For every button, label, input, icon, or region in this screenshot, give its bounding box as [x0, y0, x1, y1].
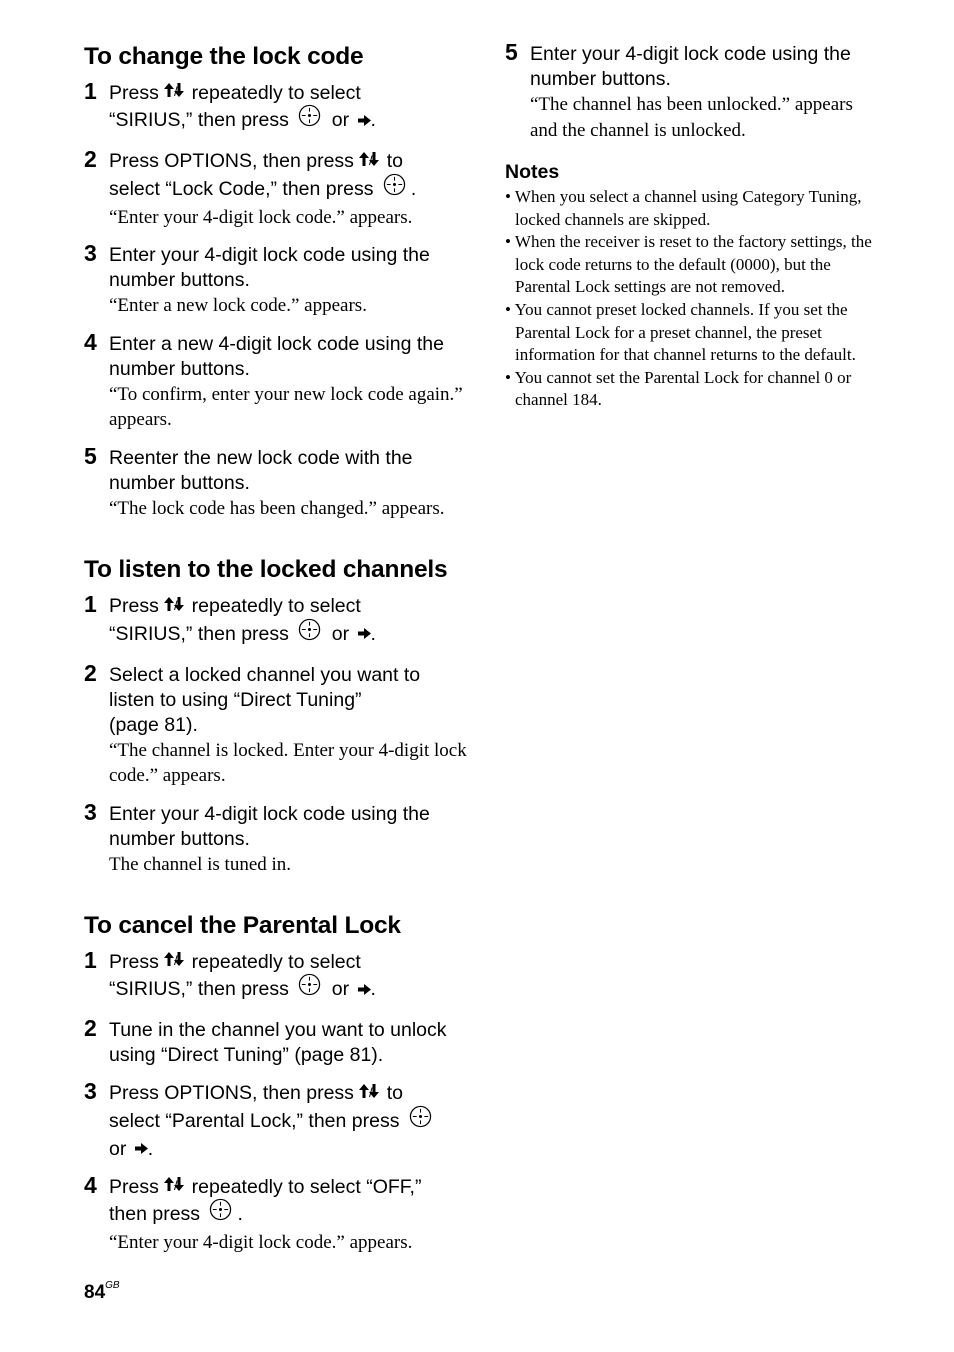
text: . — [370, 109, 376, 132]
step-result: “Enter a new lock code.” appears. — [109, 295, 367, 317]
up-down-arrow-icon — [359, 150, 381, 175]
right-arrow-icon — [132, 1137, 148, 1162]
step-number: 2 — [84, 146, 97, 173]
text: . — [410, 177, 417, 200]
step-instruction: Enter your 4-digit lock code using the number buttons. — [109, 802, 430, 850]
up-down-arrow-icon — [164, 1175, 186, 1200]
step-5 — [505, 39, 885, 143]
step-number: 5 — [505, 39, 518, 65]
svg-text:/: / — [174, 1178, 178, 1192]
svg-text:/: / — [369, 1084, 373, 1098]
left-column — [84, 42, 469, 1290]
step-number: 2 — [84, 1015, 97, 1042]
step-number: 1 — [84, 947, 97, 974]
step-1 — [84, 947, 469, 1005]
text: “SIRIUS,” then press — [109, 978, 295, 1001]
text: Press — [109, 1176, 165, 1199]
text: Press — [109, 82, 165, 104]
section-cancel-parental-lock — [84, 911, 469, 1256]
step-instruction — [109, 594, 469, 649]
enter-button-icon — [294, 620, 326, 650]
step-5 — [84, 442, 469, 522]
step-1 — [84, 591, 469, 649]
step-4 — [84, 328, 469, 433]
step-instruction: Enter your 4-digit lock code using the number buttons. — [109, 244, 430, 292]
step-number: 3 — [84, 1078, 97, 1105]
text: or — [326, 622, 355, 645]
step-result: The channel is tuned in. — [109, 853, 292, 875]
step-instruction — [109, 1081, 469, 1162]
step-instruction — [109, 81, 469, 136]
up-down-arrow-icon — [164, 595, 186, 620]
svg-text:/: / — [174, 84, 178, 98]
notes-list — [505, 186, 885, 412]
step-instruction — [109, 950, 469, 1005]
section-title: To cancel the Parental Lock — [84, 912, 401, 940]
note-item: • You cannot set the Parental Lock for channel 0 or channel 184. — [505, 367, 852, 410]
step-4 — [84, 1172, 469, 1256]
up-down-arrow-icon — [359, 1082, 381, 1107]
section-listen-locked-channels — [84, 555, 469, 877]
step-number: 4 — [84, 328, 97, 355]
text: “SIRIUS,” then press — [109, 622, 295, 645]
text: . — [370, 978, 376, 1001]
text: to — [381, 1082, 404, 1105]
text: Press OPTIONS, then press — [109, 150, 360, 173]
step-result: “Enter your 4-digit lock code.” appears. — [109, 1232, 413, 1254]
text: repeatedly to select “OFF,” — [186, 1176, 422, 1199]
right-arrow-icon — [355, 622, 371, 647]
svg-text:/: / — [369, 152, 373, 166]
page-number-value: 84 — [84, 1282, 106, 1303]
step-instruction: Reenter the new lock code with the number buttons. — [109, 446, 413, 494]
section-title: To change the lock code — [84, 43, 364, 70]
text: or — [326, 978, 355, 1001]
step-instruction — [109, 1175, 469, 1230]
right-arrow-icon — [355, 978, 371, 1003]
step-result: “The channel has been unlocked.” appears and the channel is unlocked. — [530, 94, 853, 141]
text: then press — [109, 1203, 206, 1226]
section-change-lock-code — [84, 42, 469, 521]
step-2 — [84, 146, 469, 230]
text: . — [370, 622, 376, 645]
step-result: “To confirm, enter your new lock code again.” appears. — [109, 383, 463, 431]
step-instruction — [109, 149, 469, 204]
step-instruction: Enter a new 4-digit lock code using the number buttons. — [109, 332, 444, 380]
text: “SIRIUS,” then press — [109, 109, 295, 132]
text: . — [147, 1137, 154, 1160]
step-number: 3 — [84, 240, 97, 267]
enter-button-icon — [379, 175, 411, 205]
text: Press — [109, 595, 165, 618]
svg-text:/: / — [174, 597, 178, 611]
step-result: “The lock code has been changed.” appears. — [109, 497, 445, 519]
text: or — [109, 1137, 132, 1160]
enter-button-icon — [205, 1200, 237, 1230]
step-instruction: Enter your 4-digit lock code using the number buttons. — [530, 43, 851, 90]
right-arrow-icon — [355, 109, 371, 134]
text: select “Lock Code,” then press — [109, 177, 379, 200]
step-number: 1 — [84, 591, 97, 618]
right-column — [505, 39, 885, 412]
text: or — [326, 109, 355, 132]
step-number: 5 — [84, 442, 97, 469]
step-instruction: Tune in the channel you want to unlock using “Direct Tuning” (page 81). — [109, 1019, 447, 1067]
notes-title: Notes — [505, 161, 560, 183]
text: . — [237, 1203, 243, 1226]
text: repeatedly to select — [186, 951, 361, 974]
step-1 — [84, 78, 469, 136]
text: repeatedly to select — [186, 82, 361, 104]
enter-button-icon — [294, 106, 326, 136]
text: Press — [109, 951, 165, 974]
step-3 — [84, 1078, 469, 1162]
step-number: 1 — [84, 78, 97, 104]
page-number — [84, 1279, 120, 1304]
step-number: 3 — [84, 798, 97, 825]
step-3 — [84, 798, 469, 878]
enter-button-icon — [294, 975, 326, 1005]
step-result: “Enter your 4-digit lock code.” appears. — [109, 206, 413, 228]
text: to — [381, 150, 404, 173]
enter-button-icon — [405, 1107, 437, 1137]
step-number: 4 — [84, 1172, 97, 1199]
text: select “Parental Lock,” then press — [109, 1109, 405, 1132]
section-title: To listen to the locked channels — [84, 556, 448, 584]
step-3 — [84, 240, 469, 319]
step-instruction: Select a locked channel you want to listen to using “Direct Tuning” — [109, 663, 421, 711]
step-2 — [84, 1015, 469, 1068]
note-item: • You cannot preset locked channels. If you set the Parental Lock for a preset channel, the preset information for that channel returns to the default. — [505, 299, 856, 365]
up-down-arrow-icon — [164, 950, 186, 975]
step-instruction-page-ref: (page 81). — [109, 713, 198, 736]
step-2 — [84, 659, 469, 789]
svg-text:/: / — [174, 953, 178, 967]
step-result: “The channel is locked. Enter your 4-digit lock code.” appears. — [109, 739, 467, 787]
text: Press OPTIONS, then press — [109, 1082, 360, 1105]
up-down-arrow-icon — [164, 81, 186, 106]
page-region-suffix: GB — [105, 1279, 120, 1291]
step-number: 2 — [84, 659, 97, 686]
note-item: • When you select a channel using Category Tuning, locked channels are skipped. — [505, 187, 862, 229]
note-item: • When the receiver is reset to the factory settings, the lock code returns to the default (0000), but the Parental Lock settings are not removed. — [505, 232, 872, 297]
text: repeatedly to select — [186, 595, 361, 618]
